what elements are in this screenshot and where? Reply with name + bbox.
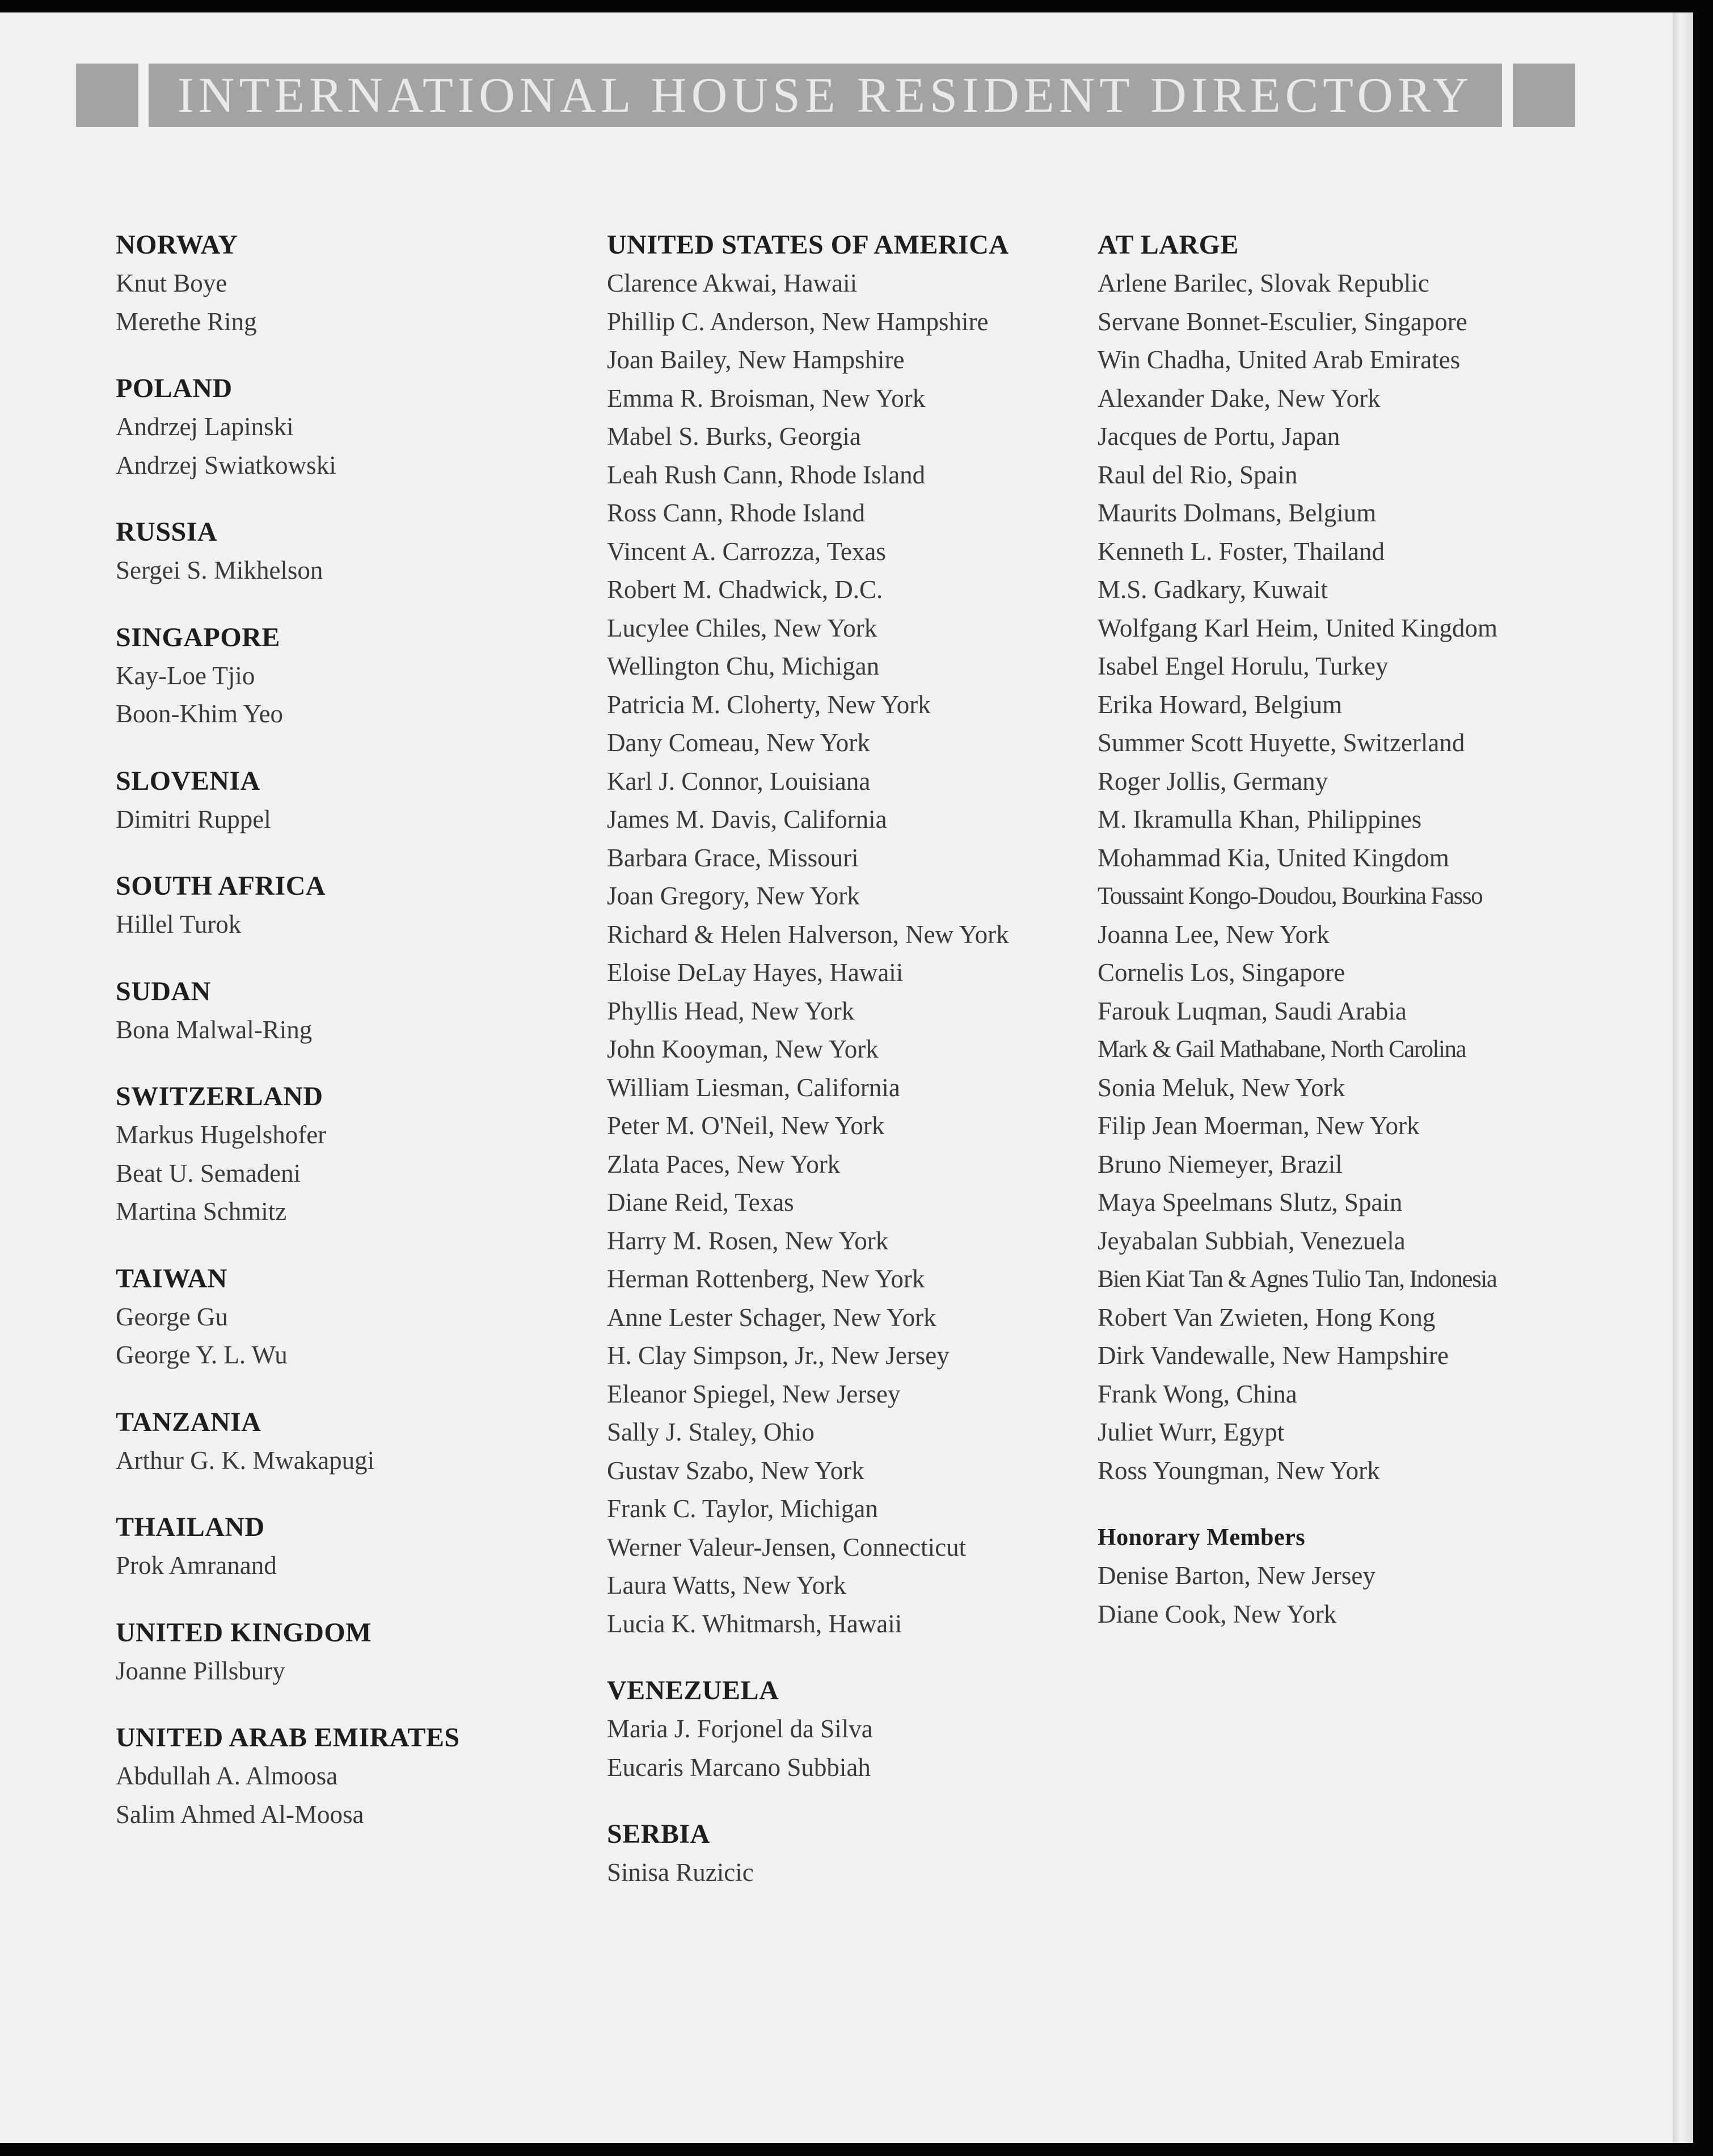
section-heading: VENEZUELA	[607, 1675, 779, 1706]
resident-entry: Gustav Szabo, New York	[607, 1456, 864, 1485]
resident-entry: Dirk Vandewalle, New Hampshire	[1098, 1341, 1449, 1370]
section-heading: TANZANIA	[116, 1407, 261, 1437]
resident-entry: Toussaint Kongo-Doudou, Bourkina Fasso	[1098, 883, 1483, 909]
resident-entry: Arthur G. K. Mwakapugi	[116, 1446, 375, 1475]
resident-entry: Leah Rush Cann, Rhode Island	[607, 460, 926, 489]
directory-column-2	[607, 226, 1061, 1921]
resident-entry: Ross Youngman, New York	[1098, 1456, 1380, 1485]
resident-entry: Robert Van Zwieten, Hong Kong	[1098, 1303, 1436, 1332]
section-heading: Honorary Members	[1098, 1525, 1306, 1551]
resident-entry: Alexander Dake, New York	[1098, 384, 1381, 412]
resident-entry: Clarence Akwai, Hawaii	[607, 269, 858, 297]
section-heading: SLOVENIA	[116, 765, 260, 796]
resident-entry: Win Chadha, United Arab Emirates	[1098, 346, 1461, 374]
resident-entry: Wolfgang Karl Heim, United Kingdom	[1098, 613, 1497, 642]
resident-entry: Sinisa Ruzicic	[607, 1858, 754, 1887]
section-heading: SUDAN	[116, 976, 211, 1007]
section-heading: SOUTH AFRICA	[116, 871, 326, 901]
resident-entry: Joan Bailey, New Hampshire	[607, 346, 905, 374]
page-title: INTERNATIONAL HOUSE RESIDENT DIRECTORY	[149, 64, 1502, 127]
resident-entry: Frank Wong, China	[1098, 1379, 1297, 1408]
resident-entry: Phyllis Head, New York	[607, 996, 855, 1025]
country-section	[116, 369, 547, 485]
resident-entry: Emma R. Broisman, New York	[607, 384, 926, 412]
resident-entry: Isabel Engel Horulu, Turkey	[1098, 652, 1389, 680]
resident-entry: Andrzej Lapinski	[116, 412, 294, 441]
country-section	[116, 762, 547, 839]
section-heading: SINGAPORE	[116, 622, 280, 652]
resident-entry: Juliet Wurr, Egypt	[1098, 1418, 1285, 1446]
resident-entry: Mabel S. Burks, Georgia	[607, 422, 861, 450]
resident-entry: Harry M. Rosen, New York	[607, 1226, 889, 1255]
resident-entry: John Kooyman, New York	[607, 1035, 879, 1063]
resident-entry: Wellington Chu, Michigan	[607, 652, 880, 680]
header-bar	[0, 12, 1693, 137]
resident-entry: Laura Watts, New York	[607, 1571, 846, 1599]
resident-entry: Diane Reid, Texas	[607, 1188, 794, 1216]
resident-entry: Bona Malwal-Ring	[116, 1015, 313, 1044]
resident-entry: Kay-Loe Tjio	[116, 661, 255, 690]
resident-entry: Abdullah A. Almoosa	[116, 1762, 338, 1790]
resident-entry: Dany Comeau, New York	[607, 729, 870, 757]
resident-entry: M. Ikramulla Khan, Philippines	[1098, 805, 1422, 833]
resident-entry: Bien Kiat Tan & Agnes Tulio Tan, Indonesia	[1098, 1266, 1497, 1292]
header-left-block	[76, 64, 138, 127]
resident-entry: Eloise DeLay Hayes, Hawaii	[607, 958, 904, 987]
resident-entry: Vincent A. Carrozza, Texas	[607, 537, 886, 566]
resident-entry: Zlata Paces, New York	[607, 1149, 841, 1178]
section-heading: UNITED STATES OF AMERICA	[607, 230, 1009, 260]
country-section	[1098, 1518, 1608, 1633]
country-section	[116, 1719, 547, 1834]
page-edge	[1673, 12, 1693, 2143]
resident-entry: Mohammad Kia, United Kingdom	[1098, 843, 1449, 872]
resident-entry: Kenneth L. Foster, Thailand	[1098, 537, 1385, 566]
resident-entry: Eucaris Marcano Subbiah	[607, 1753, 871, 1782]
resident-entry: Erika Howard, Belgium	[1098, 690, 1343, 719]
directory-column-3	[1098, 226, 1608, 1662]
resident-entry: Anne Lester Schager, New York	[607, 1303, 936, 1332]
resident-entry: Herman Rottenberg, New York	[607, 1265, 925, 1293]
resident-entry: Jacques de Portu, Japan	[1098, 422, 1340, 450]
resident-entry: George Gu	[116, 1302, 228, 1331]
resident-entry: Frank C. Taylor, Michigan	[607, 1494, 878, 1523]
resident-entry: Eleanor Spiegel, New Jersey	[607, 1379, 901, 1408]
country-section	[116, 513, 547, 590]
resident-entry: James M. Davis, California	[607, 805, 887, 833]
resident-entry: Sergei S. Mikhelson	[116, 556, 323, 584]
resident-entry: William Liesman, California	[607, 1073, 900, 1102]
section-heading: THAILAND	[116, 1512, 265, 1542]
country-section	[116, 1260, 547, 1375]
directory-column-1	[116, 226, 547, 1862]
section-heading: RUSSIA	[116, 517, 218, 547]
resident-entry: Summer Scott Huyette, Switzerland	[1098, 729, 1465, 757]
resident-entry: Merethe Ring	[116, 307, 257, 336]
country-section	[116, 1508, 547, 1585]
resident-entry: Diane Cook, New York	[1098, 1599, 1337, 1628]
resident-entry: Cornelis Los, Singapore	[1098, 958, 1345, 987]
resident-entry: Bruno Niemeyer, Brazil	[1098, 1149, 1343, 1178]
section-heading: NORWAY	[116, 230, 238, 260]
resident-entry: Raul del Rio, Spain	[1098, 460, 1298, 489]
resident-entry: George Y. L. Wu	[116, 1341, 288, 1369]
country-section	[116, 972, 547, 1050]
header-right-block	[1513, 64, 1575, 127]
resident-entry: Dimitri Ruppel	[116, 805, 271, 833]
country-section	[116, 226, 547, 341]
resident-entry: Ross Cann, Rhode Island	[607, 499, 865, 527]
resident-entry: Filip Jean Moerman, New York	[1098, 1111, 1420, 1140]
resident-entry: Maurits Dolmans, Belgium	[1098, 499, 1377, 527]
section-heading: AT LARGE	[1098, 230, 1239, 260]
resident-entry: Maria J. Forjonel da Silva	[607, 1715, 873, 1743]
resident-entry: Lucia K. Whitmarsh, Hawaii	[607, 1609, 902, 1638]
resident-entry: Mark & Gail Mathabane, North Carolina	[1098, 1036, 1466, 1063]
section-heading: UNITED ARAB EMIRATES	[116, 1723, 460, 1753]
resident-entry: Farouk Luqman, Saudi Arabia	[1098, 996, 1407, 1025]
country-section	[607, 1671, 1061, 1787]
resident-entry: Servane Bonnet-Esculier, Singapore	[1098, 307, 1467, 336]
resident-entry: Martina Schmitz	[116, 1197, 287, 1226]
resident-entry: Karl J. Connor, Louisiana	[607, 767, 871, 795]
resident-entry: Beat U. Semadeni	[116, 1159, 301, 1188]
resident-entry: Barbara Grace, Missouri	[607, 843, 859, 872]
resident-entry: Richard & Helen Halverson, New York	[607, 920, 1009, 949]
country-section	[116, 1403, 547, 1480]
resident-entry: Sally J. Staley, Ohio	[607, 1418, 815, 1446]
resident-entry: Sonia Meluk, New York	[1098, 1073, 1345, 1102]
resident-entry: Hillel Turok	[116, 910, 242, 938]
resident-entry: Roger Jollis, Germany	[1098, 767, 1328, 795]
section-heading: TAIWAN	[116, 1263, 227, 1294]
country-section	[607, 226, 1061, 1643]
resident-entry: Markus Hugelshofer	[116, 1121, 327, 1149]
section-heading: POLAND	[116, 373, 233, 403]
resident-entry: Lucylee Chiles, New York	[607, 613, 877, 642]
directory-page	[0, 12, 1693, 2143]
resident-entry: Joan Gregory, New York	[607, 882, 860, 910]
resident-entry: Boon-Khim Yeo	[116, 700, 284, 728]
resident-entry: Peter M. O'Neil, New York	[607, 1111, 885, 1140]
resident-entry: Werner Valeur-Jensen, Connecticut	[607, 1532, 967, 1561]
resident-entry: Maya Speelmans Slutz, Spain	[1098, 1188, 1403, 1216]
country-section	[116, 1077, 547, 1231]
resident-entry: Jeyabalan Subbiah, Venezuela	[1098, 1226, 1406, 1255]
country-section	[116, 867, 547, 944]
resident-entry: H. Clay Simpson, Jr., New Jersey	[607, 1341, 950, 1370]
section-heading: UNITED KINGDOM	[116, 1617, 372, 1648]
resident-entry: Knut Boye	[116, 269, 227, 297]
resident-entry: Patricia M. Cloherty, New York	[607, 690, 931, 719]
resident-entry: Prok Amranand	[116, 1551, 277, 1580]
resident-entry: Andrzej Swiatkowski	[116, 450, 336, 479]
section-heading: SWITZERLAND	[116, 1081, 323, 1111]
section-heading: SERBIA	[607, 1819, 710, 1849]
country-section	[607, 1815, 1061, 1892]
resident-entry: M.S. Gadkary, Kuwait	[1098, 575, 1328, 604]
resident-entry: Joanna Lee, New York	[1098, 920, 1330, 949]
country-section	[1098, 226, 1608, 1490]
resident-entry: Arlene Barilec, Slovak Republic	[1098, 269, 1429, 297]
country-section	[116, 618, 547, 734]
resident-entry: Phillip C. Anderson, New Hampshire	[607, 307, 989, 336]
resident-entry: Robert M. Chadwick, D.C.	[607, 575, 883, 604]
resident-entry: Salim Ahmed Al-Moosa	[116, 1800, 364, 1829]
country-section	[116, 1614, 547, 1691]
resident-entry: Denise Barton, New Jersey	[1098, 1561, 1376, 1590]
resident-entry: Joanne Pillsbury	[116, 1656, 285, 1685]
